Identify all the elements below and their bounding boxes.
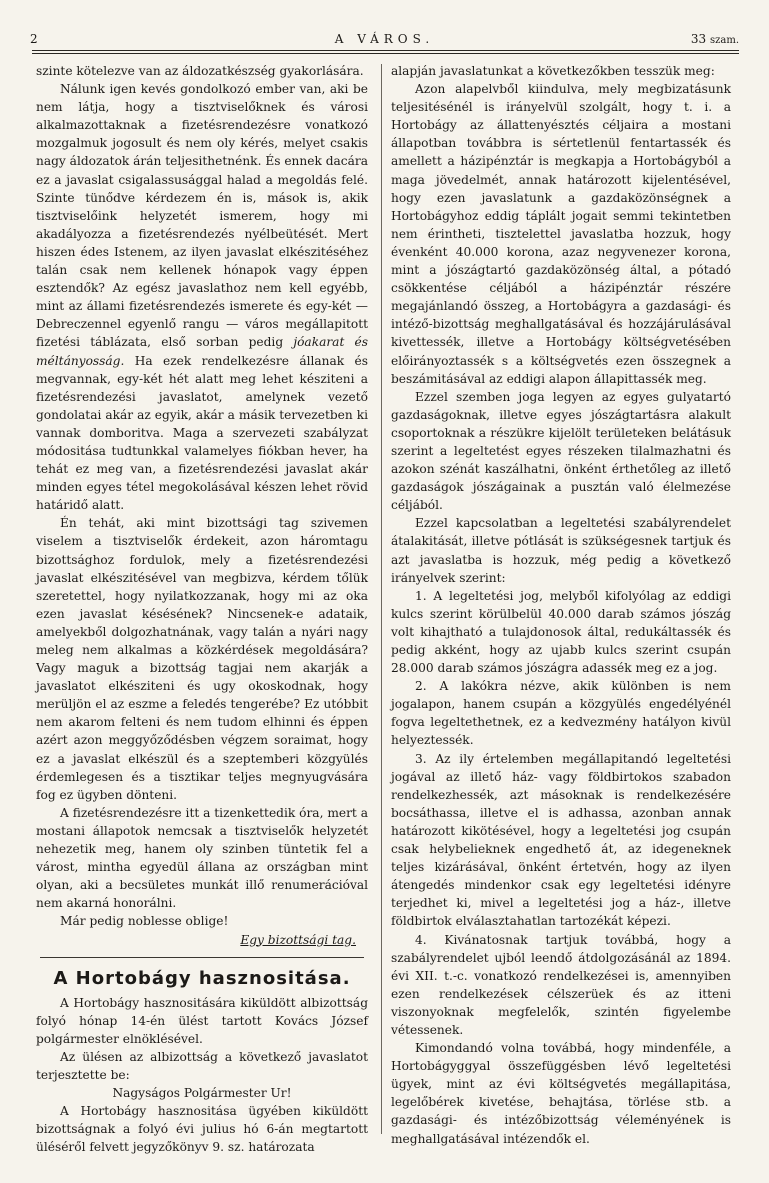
article-paragraph: alapján javaslatunkat a következőkben tesszük meg:: [391, 64, 715, 78]
article-paragraph: Nálunk igen kevés gondolkozó ember van, aki be nem látja, hogy a tisztviselőknek és városi alkalmazottaknak a fizetésrendezésre vonatkozó mozgalmuk jogosult és nem oly kérés, melyet csakis nagy áldozatok árán teljesithetnénk. És ennek dacára ez a javaslat csigalassusággal halad a megoldás felé. Szinte tünődve kérdezem én is, mások is, akik tisztviselőink helyzetét ismerem, hogy mi akadályozza a fizetésrendezés nyélbeütését. Mert hiszen édes Istenem, az ilyen javaslat elkészitéséhez talán csak nem kellenek hónapok vagy éppen esztendők? Az egész javaslathoz nem kell egyébb, mint az állami fizetésrendezés ismerete és egy-két — Debreczennel egyenlő rangu — város megállapitott fizetési táblázata, első sorban pedig jóakarat és méltányosság. Ha ezek rendelkezésre állanak és megvannak, egy-két hét alatt meg lehet késziteni a fizetésrendezési javaslatot, amelynek vezető gondolatai akár az egyik, akár a másik tervezetben ki vannak domboritva. Maga a szervezeti szabályzat módositása tudtunkkal valamelyes fiókban hever, ha tehát ez meg van, a fizetésrendezési javaslat akár minden egyes tétel megokolásával készen lehet rövid határidő alatt.: [36, 82, 368, 513]
numbered-item: 3. Az ily értelemben megállapitandó legeltetési jogával az illető ház- vagy földbirtokos szabadon rendelkezhessék, azt másoknak is rendelkezésére bocsáthassa, illetve el is adhassa, azonban annak határozott kikötésével, hogy a legeltetési jog csupán csak helybelieknek engedhető át, az idegeneknek teljes kizárásával, önként értetvén, hogy az ilyen átengedés mindenkor csak egy legeltetési idényre terjedhet ki, mivel a legeltetési jog a ház-, illetve földbirtok elválasztahatlan tartozékát képezi.: [391, 751, 731, 929]
article-paragraph: szinte kötelezve van az áldozatkészség gyakorlására.: [36, 64, 364, 78]
column-divider: [381, 64, 382, 1134]
section-heading: A Hortobágy hasznositása.: [53, 967, 351, 989]
article-paragraph: Az ülésen az albizottság a következő javaslatot terjesztette be:: [36, 1049, 368, 1082]
numbered-item: 4. Kivánatosnak tartjuk továbbá, hogy a szabályrendelet ujból leendő átdolgozásánál az 1894. évi XII. t.-c. vonatkozó rendelkezései is, amennyiben ezen rendelkezések célszerüek és az itteni viszonyoknak megfelelők, szintén figyelembe vétessenek.: [391, 932, 731, 1037]
header-rule: [32, 50, 739, 54]
article-paragraph: Már pedig noblesse oblige!: [60, 914, 229, 929]
numbered-item: 2. A lakókra nézve, akik különben is nem jogalapon, hanem csupán a közgyülés engedélyénél fogva legeltethetnek, ez a kedvezmény hatályon kivül helyeztessék.: [391, 679, 731, 748]
issue-info: [691, 32, 739, 46]
article-paragraph: Én tehát, aki mint bizottsági tag szivemen viselem a tisztviselők érdekeit, azon háromtagu bizottsághoz fordulok, mely a fizetésrendezési javaslat elkészitésével van megbizva, kérdem tőlük szeretettel, hogy nyilatkozzanak, hogy mi az oka ezen javaslat késésének? Nincsenek-e adataik, amelyekből dolgozhatnának, vagy talán a nyári nagy meleg nem alkalmas a közkérdések megoldására? Vagy maguk a bizottság tagjai nem akarják a javaslatot elkésziteni és ugy okoskodnak, hogy merüljön el az eszme a feledés tengerébe? Ez utóbbit nem akarom felteni és nem tudom elhinni és éppen azért azon meggyőződésben végzem soraimat, hogy ez a javaslat elkészül és a szeptemberi közgyülés érdemlegesen és a tisztikar teljes megnyugvására fog ez ügyben dönteni.: [36, 516, 368, 802]
page-number: 2: [30, 32, 38, 46]
emphasis-text: jóakarat és méltányosság.: [36, 335, 368, 368]
right-column: [391, 62, 731, 1148]
journal-title: A VÁROS.: [334, 32, 435, 46]
page-header: [30, 28, 739, 50]
article-paragraph: Ezzel kapcsolatban a legeltetési szabályrendelet átalakitását, illetve pótlását is szükségesnek tartjuk és azt javaslatba is hozzuk, még pedig a következő irányelvek szerint:: [391, 516, 731, 585]
issue-number: 33: [690, 32, 707, 46]
article-paragraph: Kimondandó volna továbbá, hogy mindenféle, a Hortobágyggyal összefüggésben lévő legeltetési ügyek, mint az évi költségvetés megállapitása, legelőbérek kivetése, behajtása, törlése stb. a gazdasági- és intézőbizottság véleményének is meghallgatásával intézendők el.: [391, 1041, 731, 1146]
article-paragraph: Azon alapelvből kiindulva, mely megbizatásunk teljesitésénél is irányelvül szolgált, hogy t. i. a Hortobágy az állattenyésztés céljaira a mostani állapotban továbbra is sértetlenül fentartassék és amellett a házipénztár is megkapja a Hortobágyból a maga jövedelmét, annak határozott kijelentésével, hogy ezen javaslatunk a gazdaközönségnek a Hortobágyhoz eddig táplált jogait semmi tekintetben nem érintheti, tisztelettel javaslatba hozzuk, hogy évenként 40.000 korona, azaz negyvenezer korona, mint a jószágtartó gazdaközönség által, a pótadó csökkentése céljából a házipénztár részére megajánlandó összeg, a Hortobágyra a gazdasági- és intéző-bizottság meghallgatásával és hozzájárulásával kivettessék, illetve a Hortobágy költségvetésében előirányoztassék s a költségvetés ezen összegnek a beszámitásával az eddigi alapon állapittassék meg.: [391, 82, 731, 386]
salutation: Nagyságos Polgármester Ur!: [112, 1086, 292, 1101]
article-paragraph: Ezzel szemben joga legyen az egyes gulyatartó gazdaságoknak, illetve egyes jószágtartásra alakult csoportoknak a részükre kijelölt területeken belátásuk szerint a legeltetést egyes részeken tilalmazhatni és azokon szénát kaszálhatni, önként érthetőleg az illető gazdaságok jószágainak a pusztán való élelmezése céljából.: [391, 389, 731, 513]
numbered-item: 1. A legeltetési jog, melyből kifolyólag az eddigi kulcs szerint körülbelül 40.000 darab számos jószág volt kihajtható a tulajdonosok által, redukáltassék és pedig akként, hogy az ujabb kulcs szerint csupán 28.000 darab számos jószágra adassék meg ez a jog.: [391, 588, 731, 676]
issue-label: szam.: [709, 35, 739, 46]
article-paragraph: A Hortobágy hasznositására kiküldött albizottság folyó hónap 14-én ülést tartott Kovács József polgármester elnöklésével.: [36, 995, 368, 1046]
section-rule: [40, 957, 364, 958]
article-signature: Egy bizottsági tag.: [240, 932, 356, 947]
article-paragraph: A Hortobágy hasznositása ügyében kiküldött bizottságnak a folyó évi julius hó 6-án megtartott üléséről felvett jegyzőkönyv 9. sz. határozata: [36, 1104, 368, 1155]
article-paragraph: A fizetésrendezésre itt a tizenkettedik óra, mert a mostani állapotok nemcsak a tisztviselők helyzetét nehezetik meg, hanem oly szinben tüntetik fel a várost, mintha egyedül állana az országban mint olyan, aki a becsületes munkát illő renumerációval nem akarná honorálni.: [36, 805, 368, 911]
left-column: [36, 62, 368, 1156]
